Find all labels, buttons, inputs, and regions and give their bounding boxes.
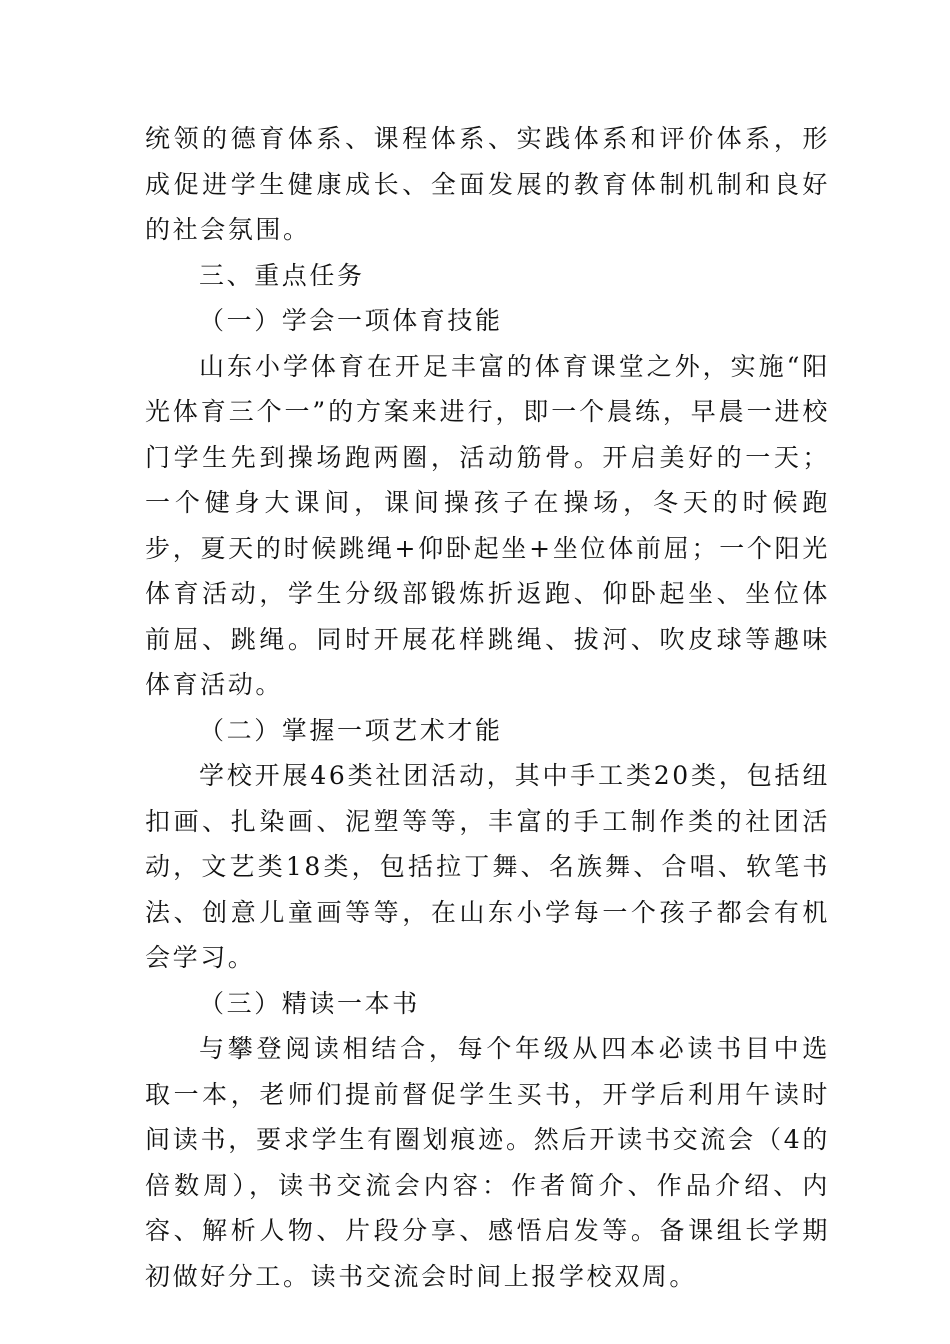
subheading-arts: （二）掌握一项艺术才能 [199, 715, 503, 745]
paragraph-reading: 与攀登阅读相结合，每个年级从四本必读书目中选取一本，老师们提前督促学生买书，开学后利用午读时间读书，要求学生有圈划痕迹。然后开读书交流会（4的倍数周），读书交流会内容：作者简介、作品介绍、内容、解析人物、片段分享、感悟启发等。备课组长学期初做好分工。读书交流会时间上报学校双周。 [145, 1034, 830, 1291]
paragraph-continuation: 统领的德育体系、课程体系、实践体系和评价体系，形成促进学生健康成长、全面发展的教育体制机制和良好的社会氛围。 [145, 124, 830, 244]
section-heading: 三、重点任务 [199, 260, 365, 290]
paragraph-sports: 山东小学体育在开足丰富的体育课堂之外，实施“阳光体育三个一”的方案来进行，即一个晨练，早晨一进校门学生先到操场跑两圈，活动筋骨。开启美好的一天；一个健身大课间，课间操孩子在操场，冬天的时候跑步，夏天的时候跳绳+仰卧起坐+坐位体前屈；一个阳光体育活动，学生分级部锻炼折返跑、仰卧起坐、坐位体前屈、跳绳。同时开展花样跳绳、拔河、吹皮球等趣味体育活动。 [145, 351, 830, 699]
subheading-sports: （一）学会一项体育技能 [199, 306, 503, 335]
document-body [145, 116, 830, 1299]
subheading-reading: （三）精读一本书 [199, 988, 420, 1018]
paragraph-arts: 学校开展46类社团活动，其中手工类20类，包括纽扣画、扎染画、泥塑等等，丰富的手工制作类的社团活动，文艺类18类，包括拉丁舞、名族舞、合唱、软笔书法、创意儿童画等等，在山东小学每一个孩子都会有机会学习。 [145, 761, 830, 972]
